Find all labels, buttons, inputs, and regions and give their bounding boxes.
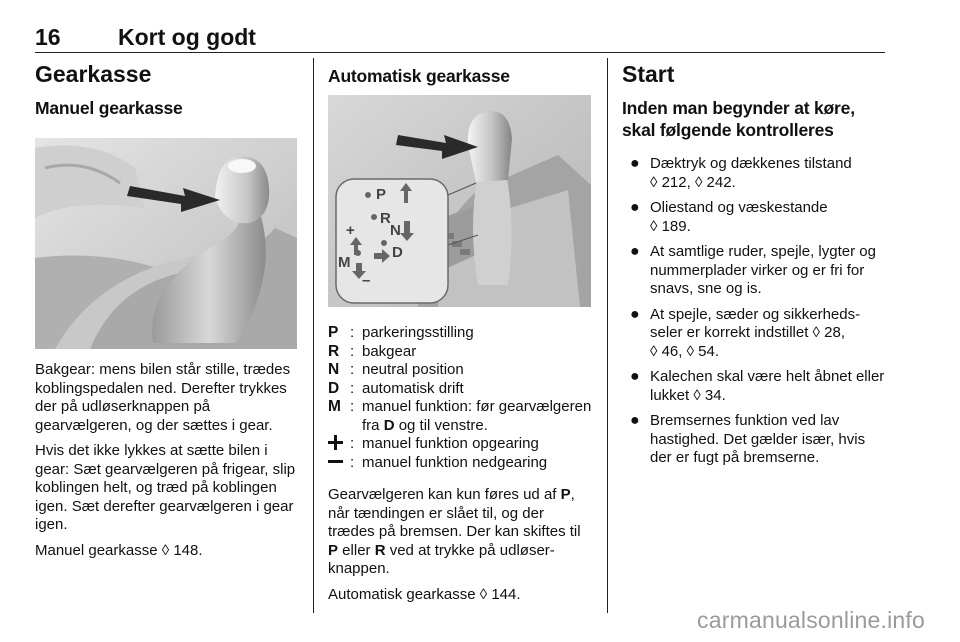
list-item <box>622 243 887 299</box>
watermark: carmanualsonline.info <box>697 607 925 633</box>
legend-row <box>328 361 593 380</box>
legend-key: R <box>328 342 340 360</box>
automatic-gear-selector-illustration <box>328 95 591 307</box>
legend-key: D <box>328 379 340 397</box>
list-item <box>622 306 887 362</box>
chapter-title: Kort og godt <box>118 24 256 50</box>
legend-row <box>328 324 593 343</box>
list-item-refs: ◊ 212, ◊ 242. <box>650 173 736 191</box>
list-item-text: Oliestand og væskestande <box>650 199 828 216</box>
bullet-icon: ● <box>630 368 640 385</box>
section-subtitle: Automatisk gearkasse <box>328 66 510 86</box>
paragraph: Bakgear: mens bilen står stille, trædes koblingspedalen ned. Derefter trykkes der på udløserknappen på gearvælgeren, og der sættes i gear. <box>35 361 291 434</box>
legend-text: parkeringsstilling <box>362 324 474 341</box>
legend-gear-d: D <box>383 416 395 434</box>
bullet-icon: ● <box>630 305 640 323</box>
legend-key: P <box>328 324 339 341</box>
cross-reference <box>35 542 297 561</box>
legend-colon: : <box>350 435 355 452</box>
legend-row <box>328 398 593 435</box>
gear-label-d: D <box>392 244 403 261</box>
reference-page: 144. <box>491 585 521 603</box>
bullet-icon: ● <box>630 199 640 216</box>
gear-label-minus: – <box>362 272 371 289</box>
legend-text: bakgear <box>362 342 417 360</box>
section-title: Start <box>622 61 675 87</box>
text-part: ved at trykke på udløserknappen. <box>328 541 555 577</box>
legend-row <box>328 435 593 454</box>
gear-p: P <box>560 486 571 503</box>
list-item-text: At spejle, sæder og sikkerhedsseler er korrekt indstillet ◊ 28, <box>650 305 861 341</box>
column-start <box>622 60 887 475</box>
page-reference-icon: ◊ <box>479 585 488 603</box>
list-item <box>622 412 887 468</box>
column-manual-gearbox <box>35 60 297 567</box>
cross-reference <box>328 586 593 605</box>
page-reference-icon: ◊ <box>161 541 170 559</box>
gear-r: R <box>374 541 386 559</box>
column-divider <box>607 58 608 613</box>
list-item-refs: ◊ 189. <box>650 217 691 235</box>
gear-label-m: M <box>338 254 351 271</box>
text-part: Gearvælgeren kan kun føres ud af <box>328 486 561 503</box>
plus-icon <box>328 435 350 454</box>
legend-key: N <box>328 361 340 378</box>
gear-label-plus: + <box>346 222 355 239</box>
section-subtitle: Inden man begynder at køre, skal følgende kontrolleres <box>622 98 855 140</box>
gear-p: P <box>328 541 339 559</box>
legend-text: neutral position <box>362 361 464 378</box>
list-item-text: Kalechen skal være helt åbnet eller lukket ◊ 34. <box>650 368 885 404</box>
column-automatic-gearbox <box>328 60 593 611</box>
legend-colon: : <box>350 361 355 378</box>
legend-colon: : <box>350 324 355 341</box>
legend-text: manuel funktion nedgearing <box>362 453 548 471</box>
manual-gear-lever-illustration <box>35 138 297 349</box>
gear-label-r: R <box>380 210 391 227</box>
list-item-text: At samtlige ruder, spejle, lygter og nummerplader virker og er fri for snavs, sne og is. <box>650 243 876 297</box>
bullet-icon: ● <box>630 155 640 172</box>
gear-position-legend <box>328 324 593 472</box>
legend-text <box>362 398 593 435</box>
bullet-icon: ● <box>630 412 640 429</box>
text-part: eller <box>338 541 375 559</box>
legend-row <box>328 343 593 362</box>
checklist <box>622 155 887 468</box>
page-number: 16 <box>35 24 61 50</box>
legend-text: manuel funktion opgearing <box>362 435 539 452</box>
section-title: Gearkasse <box>35 61 152 87</box>
legend-colon: : <box>350 453 355 471</box>
paragraph: Hvis det ikke lykkes at sætte bilen i gear: Sæt gearvælgeren på frigear, slip koblingen helt, og træd på koblingen igen. Sæt derefter gearvælgeren i gear igen. <box>35 442 296 533</box>
text-part: , når tændingen er slået til, og der trædes på bremsen. Der kan skiftes til <box>328 486 581 540</box>
list-item <box>622 199 887 236</box>
bullet-icon: ● <box>630 243 640 260</box>
legend-key: M <box>328 398 341 415</box>
list-item <box>622 368 887 405</box>
legend-colon: : <box>350 379 355 397</box>
minus-icon <box>328 454 350 473</box>
legend-text-part: manuel funktion: før gearvælgeren fra <box>362 398 592 434</box>
legend-text: automatisk drift <box>362 379 464 397</box>
legend-text-part: og til venstre. <box>394 416 488 434</box>
legend-colon: : <box>350 398 355 415</box>
column-divider <box>313 58 314 613</box>
legend-row <box>328 454 593 473</box>
reference-text: Automatisk gearkasse <box>328 585 476 603</box>
gear-label-n: N <box>390 222 401 239</box>
list-item-refs: ◊ 46, ◊ 54. <box>650 342 720 360</box>
page-header <box>35 20 885 53</box>
section-subtitle: Manuel gearkasse <box>35 98 183 118</box>
legend-colon: : <box>350 342 355 360</box>
legend-row <box>328 380 593 399</box>
list-item-text: Dæktryk og dækkenes tilstand <box>650 155 852 172</box>
reference-text: Manuel gearkasse <box>35 541 158 559</box>
paragraph <box>328 486 593 579</box>
list-item-text: Bremsernes funktion ved lav hastighed. Det gælder især, hvis der er fugt på bremserne. <box>650 412 866 466</box>
list-item <box>622 155 887 192</box>
gear-label-p: P <box>376 186 387 203</box>
reference-page: 148. <box>173 541 203 559</box>
